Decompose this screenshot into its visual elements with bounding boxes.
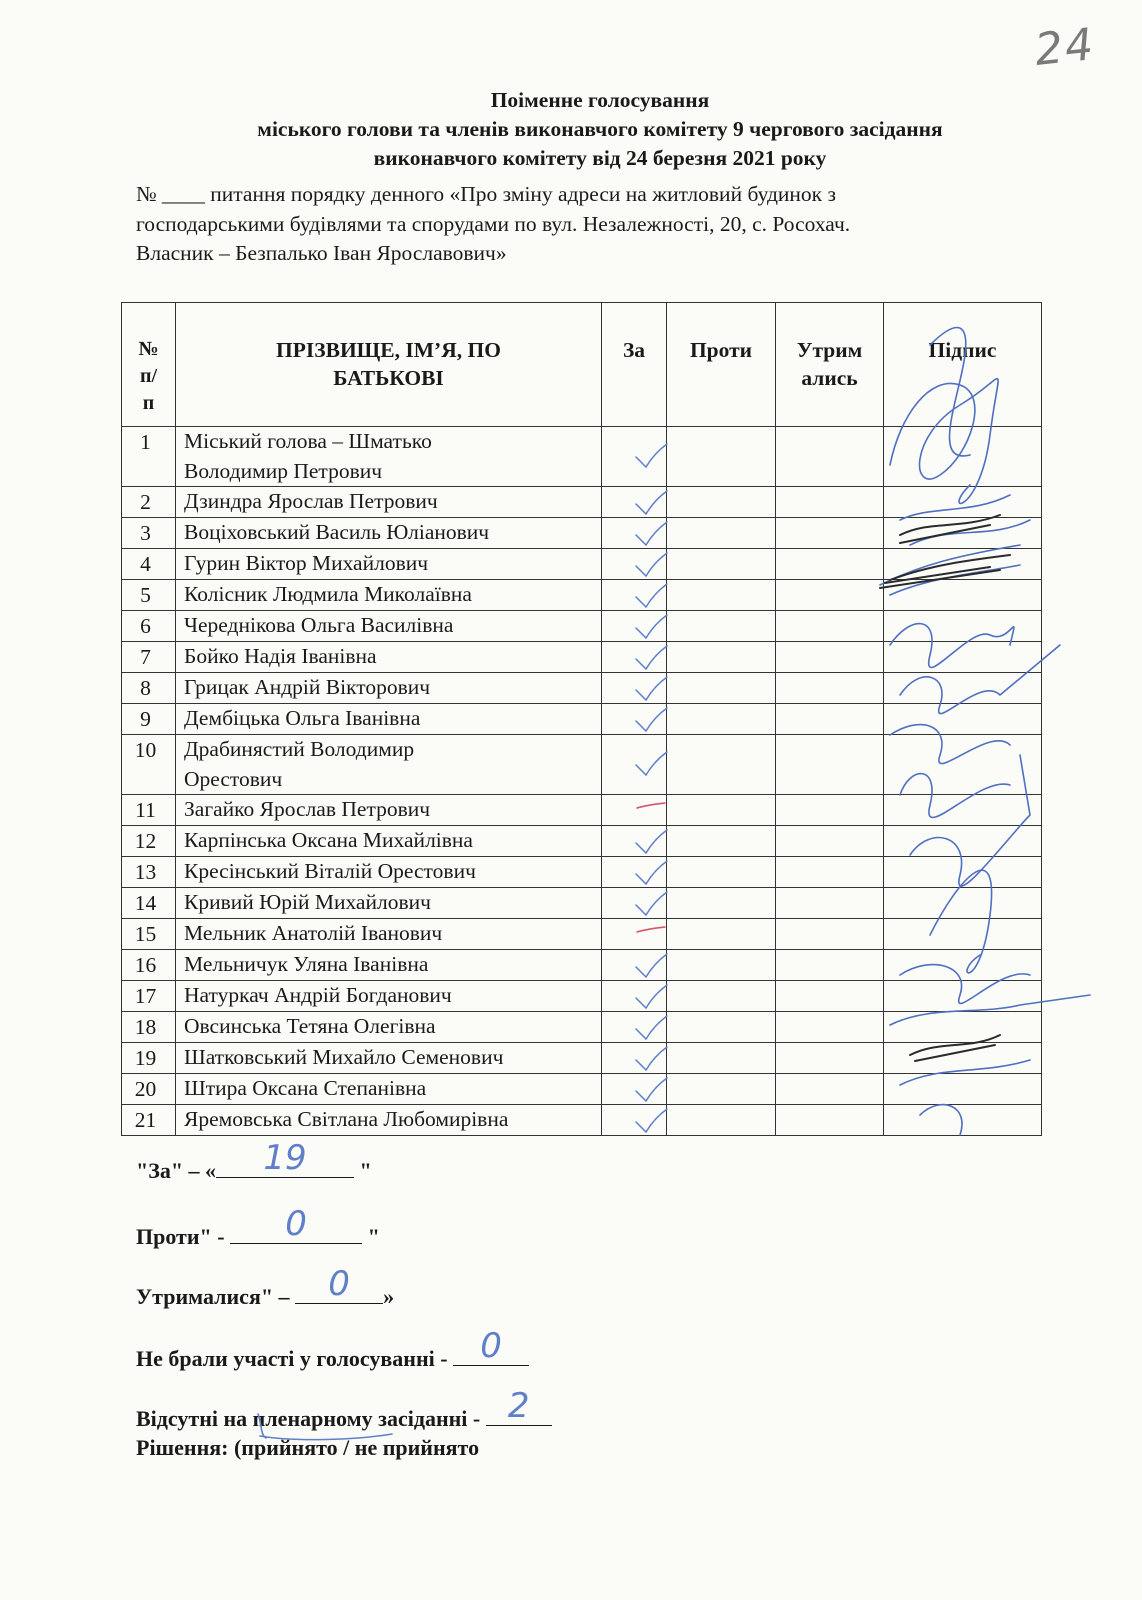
vote-against-cell (667, 673, 776, 704)
table-row (122, 826, 1042, 857)
table-row (122, 1074, 1042, 1105)
member-name-line: Карпінська Оксана Михайлівна (184, 828, 473, 852)
summary-against-value: 0 (285, 1204, 307, 1244)
check-mark-icon (634, 490, 668, 516)
row-number: 9 (122, 704, 176, 735)
vote-abstained-cell (776, 611, 884, 642)
table-row (122, 427, 1042, 487)
vote-abstained-cell (776, 1043, 884, 1074)
table-row (122, 735, 1042, 795)
signature-cell (884, 1012, 1042, 1043)
member-name-line: Гурин Віктор Михайлович (184, 551, 429, 575)
table-row (122, 580, 1042, 611)
member-name-line: Бойко Надія Іванівна (184, 644, 377, 668)
check-mark-icon (634, 751, 668, 777)
summary-absent-label: Відсутні на пленарному засіданні - (136, 1406, 486, 1431)
vote-abstained-cell (776, 673, 884, 704)
signature-cell (884, 549, 1042, 580)
member-name-line: Драбинястий Володимир (184, 737, 415, 761)
signature-cell (884, 857, 1042, 888)
member-name-line: Натуркач Андрій Богданович (184, 983, 452, 1007)
vote-against-cell (667, 919, 776, 950)
vote-against-cell (667, 826, 776, 857)
member-name (176, 611, 602, 642)
vote-for-cell (602, 857, 667, 888)
signature-cell (884, 919, 1042, 950)
vote-for-cell (602, 919, 667, 950)
summary-abstained (136, 1264, 395, 1311)
vote-for-cell (602, 888, 667, 919)
check-mark-icon (634, 443, 668, 469)
member-name-line: Міський голова – Шматько (184, 429, 432, 453)
vote-abstained-cell (776, 1074, 884, 1105)
member-name (176, 518, 602, 549)
header-abstained-line: ались (801, 366, 858, 390)
vote-abstained-cell (776, 427, 884, 487)
member-name-line: Загайко Ярослав Петрович (184, 797, 431, 821)
member-name (176, 919, 602, 950)
row-number: 15 (122, 919, 176, 950)
vote-for-cell (602, 1043, 667, 1074)
signature-cell (884, 795, 1042, 826)
vote-for-cell (602, 487, 667, 518)
header-name-line: ПРІЗВИЩЕ, ІМ’Я, ПО (276, 338, 501, 362)
summary-absent-blank (486, 1386, 552, 1426)
row-number: 20 (122, 1074, 176, 1105)
member-name (176, 1012, 602, 1043)
signature-cell (884, 826, 1042, 857)
vote-for-cell (602, 735, 667, 795)
signature-cell (884, 518, 1042, 549)
summary-decision: Рішення: (прийнято / не прийнято (136, 1435, 480, 1460)
vote-against-cell (667, 1012, 776, 1043)
vote-against-cell (667, 518, 776, 549)
member-name-line: Кресінський Віталій Орестович (184, 859, 476, 883)
member-name (176, 673, 602, 704)
heading-line-3: виконавчого комітету від 24 березня 2021 року (373, 146, 827, 170)
vote-against-cell (667, 950, 776, 981)
page-number: 24 (1032, 19, 1098, 76)
vote-for-cell (602, 795, 667, 826)
table-row (122, 1105, 1042, 1136)
table-row (122, 518, 1042, 549)
issue-line-2: господарськими будівлями та спорудами по вул. Незалежності, 20, с. Росохач. (136, 211, 851, 236)
vote-abstained-cell (776, 795, 884, 826)
check-mark-icon (634, 984, 668, 1010)
table-row (122, 795, 1042, 826)
member-name-line: Колісник Людмила Миколаївна (184, 582, 472, 606)
member-name-line: Дзиндра Ярослав Петрович (184, 489, 438, 513)
member-name (176, 580, 602, 611)
vote-for-cell (602, 1012, 667, 1043)
signature-cell (884, 427, 1042, 487)
row-number: 7 (122, 642, 176, 673)
member-name (176, 1105, 602, 1136)
header-number-line: п (142, 392, 155, 414)
vote-against-cell (667, 888, 776, 919)
check-mark-icon (634, 521, 668, 547)
vote-abstained-cell (776, 735, 884, 795)
row-number: 3 (122, 518, 176, 549)
summary-absent (136, 1386, 552, 1433)
vote-abstained-cell (776, 549, 884, 580)
row-number: 4 (122, 549, 176, 580)
vote-against-cell (667, 427, 776, 487)
vote-against-cell (667, 704, 776, 735)
check-mark-icon (634, 707, 668, 733)
table-row (122, 487, 1042, 518)
signature-cell (884, 704, 1042, 735)
signature-cell (884, 673, 1042, 704)
row-number: 16 (122, 950, 176, 981)
member-name-line: Орестович (184, 766, 283, 791)
summary-for-suffix: " (354, 1158, 372, 1183)
row-number: 17 (122, 981, 176, 1012)
check-mark-icon (634, 953, 668, 979)
table-row (122, 857, 1042, 888)
signature-cell (884, 487, 1042, 518)
header-number-line: № (138, 338, 159, 360)
vote-against-cell (667, 642, 776, 673)
summary-abstained-blank (295, 1264, 383, 1304)
member-name (176, 487, 602, 518)
agenda-issue (136, 180, 1056, 269)
vote-abstained-cell (776, 642, 884, 673)
vote-abstained-cell (776, 487, 884, 518)
check-mark-icon (634, 1015, 668, 1041)
check-mark-icon (634, 676, 668, 702)
member-name (176, 950, 602, 981)
check-mark-icon (634, 829, 668, 855)
heading-line-2: міського голови та членів виконавчого комітету 9 чергового засідання (257, 117, 943, 141)
signature-cell (884, 1105, 1042, 1136)
signature-cell (884, 611, 1042, 642)
header-number-line: п/ (139, 365, 158, 387)
member-name (176, 427, 602, 487)
vote-against-cell (667, 487, 776, 518)
member-name-line: Шатковський Михайло Семенович (184, 1045, 504, 1069)
summary-abstained-label: Утрималися" – (136, 1284, 296, 1309)
check-mark-icon (634, 645, 668, 671)
member-name-line: Череднікова Ольга Василівна (184, 613, 454, 637)
member-name (176, 642, 602, 673)
vote-against-cell (667, 611, 776, 642)
signature-cell (884, 580, 1042, 611)
table-row (122, 919, 1042, 950)
summary-against-blank (230, 1204, 362, 1244)
member-name (176, 1043, 602, 1074)
summary-for-blank (216, 1138, 354, 1178)
row-number: 21 (122, 1105, 176, 1136)
issue-line-1: № ____ питання порядку денного «Про зміну адреси на житловий будинок з (136, 182, 836, 206)
vote-abstained-cell (776, 1105, 884, 1136)
member-name-line: Грицак Андрій Вікторович (184, 675, 431, 699)
summary-not-voted (136, 1326, 529, 1373)
signature-cell (884, 735, 1042, 795)
vote-against-cell (667, 795, 776, 826)
vote-against-cell (667, 981, 776, 1012)
row-number: 1 (122, 427, 176, 487)
row-number: 2 (122, 487, 176, 518)
header-signature: Підпис (884, 303, 1042, 427)
check-mark-icon (634, 614, 668, 640)
row-number: 13 (122, 857, 176, 888)
vote-abstained-cell (776, 888, 884, 919)
signature-cell (884, 1074, 1042, 1105)
summary-against-label: Проти" - (136, 1224, 231, 1249)
signature-cell (884, 1043, 1042, 1074)
vote-for-cell (602, 950, 667, 981)
vote-abstained-cell (776, 1012, 884, 1043)
row-number: 18 (122, 1012, 176, 1043)
member-name (176, 888, 602, 919)
member-name-line: Штира Оксана Степанівна (184, 1076, 427, 1100)
summary-not-voted-blank (453, 1326, 529, 1366)
vote-for-cell (602, 611, 667, 642)
vote-for-cell (602, 673, 667, 704)
check-mark-icon (634, 583, 668, 609)
vote-for-cell (602, 642, 667, 673)
vote-against-cell (667, 1043, 776, 1074)
row-number: 6 (122, 611, 176, 642)
vote-for-cell (602, 1074, 667, 1105)
check-mark-icon (634, 891, 668, 917)
member-name-line: Яремовська Світлана Любомирівна (184, 1107, 509, 1131)
header-name-line: БАТЬКОВІ (333, 366, 444, 390)
check-mark-icon (634, 1046, 668, 1072)
member-name-line: Овсинська Тетяна Олегівна (184, 1014, 436, 1038)
member-name (176, 1074, 602, 1105)
vote-abstained-cell (776, 580, 884, 611)
vote-for-cell (602, 826, 667, 857)
table-row (122, 981, 1042, 1012)
member-name-line: Мельничук Уляна Іванівна (184, 952, 429, 976)
row-number: 19 (122, 1043, 176, 1074)
table-row (122, 704, 1042, 735)
header-abstained (776, 303, 884, 427)
header-number (122, 303, 176, 427)
vote-for-cell (602, 518, 667, 549)
table-row (122, 950, 1042, 981)
summary-for-label: "За" – « (136, 1158, 217, 1183)
member-name-line: Мельник Анатолій Іванович (184, 921, 443, 945)
signature-cell (884, 642, 1042, 673)
vote-against-cell (667, 1074, 776, 1105)
vote-for-cell (602, 427, 667, 487)
summary-for (136, 1138, 372, 1185)
summary-abstained-value: 0 (328, 1264, 350, 1304)
vote-for-cell (602, 549, 667, 580)
vote-against-cell (667, 1105, 776, 1136)
summary-absent-value: 2 (507, 1386, 530, 1426)
issue-line-3: Власник – Безпалько Іван Ярославович» (136, 241, 507, 265)
vote-abstained-cell (776, 981, 884, 1012)
member-name (176, 704, 602, 735)
summary-against-suffix: " (362, 1224, 380, 1249)
table-row (122, 549, 1042, 580)
vote-against-cell (667, 735, 776, 795)
member-name (176, 981, 602, 1012)
row-number: 12 (122, 826, 176, 857)
vote-abstained-cell (776, 857, 884, 888)
member-name-line: Кривий Юрій Михайлович (184, 890, 431, 914)
signature-cell (884, 981, 1042, 1012)
header-for: За (602, 303, 667, 427)
heading-line-1: Поіменне голосування (490, 88, 710, 112)
row-number: 5 (122, 580, 176, 611)
signature-cell (884, 950, 1042, 981)
dash-mark-icon (634, 800, 668, 812)
table-row (122, 611, 1042, 642)
vote-against-cell (667, 857, 776, 888)
header-against: Проти (667, 303, 776, 427)
document-heading (120, 86, 1080, 173)
vote-for-cell (602, 580, 667, 611)
row-number: 8 (122, 673, 176, 704)
table-row (122, 888, 1042, 919)
member-name (176, 735, 602, 795)
table-row (122, 642, 1042, 673)
vote-abstained-cell (776, 950, 884, 981)
table-row (122, 1043, 1042, 1074)
row-number: 10 (122, 735, 176, 795)
member-name (176, 795, 602, 826)
vote-abstained-cell (776, 704, 884, 735)
dash-mark-icon (634, 924, 668, 936)
vote-against-cell (667, 580, 776, 611)
member-name-line: Дембіцька Ольга Іванівна (184, 706, 421, 730)
vote-abstained-cell (776, 919, 884, 950)
summary-not-voted-label: Не брали участі у голосуванні - (136, 1346, 454, 1371)
member-name (176, 857, 602, 888)
table-row (122, 1012, 1042, 1043)
vote-for-cell (602, 981, 667, 1012)
check-mark-icon (634, 1108, 668, 1134)
summary-abstained-suffix: » (383, 1284, 395, 1309)
votes-table (121, 302, 1042, 1136)
vote-abstained-cell (776, 826, 884, 857)
vote-for-cell (602, 704, 667, 735)
member-name-line: Воціховський Василь Юліанович (184, 520, 490, 544)
table-header-row (122, 303, 1042, 427)
member-name-line: Володимир Петрович (184, 458, 383, 483)
check-mark-icon (634, 552, 668, 578)
summary-not-voted-value: 0 (480, 1326, 502, 1366)
table-row (122, 673, 1042, 704)
vote-for-cell (602, 1105, 667, 1136)
vote-against-cell (667, 549, 776, 580)
row-number: 11 (122, 795, 176, 826)
member-name (176, 549, 602, 580)
signature-cell (884, 888, 1042, 919)
summary-against (136, 1204, 380, 1251)
header-full-name (176, 303, 602, 427)
header-abstained-line: Утрим (796, 338, 863, 362)
member-name (176, 826, 602, 857)
row-number: 14 (122, 888, 176, 919)
summary-for-value: 19 (263, 1138, 307, 1178)
check-mark-icon (634, 1077, 668, 1103)
vote-abstained-cell (776, 518, 884, 549)
check-mark-icon (634, 860, 668, 886)
